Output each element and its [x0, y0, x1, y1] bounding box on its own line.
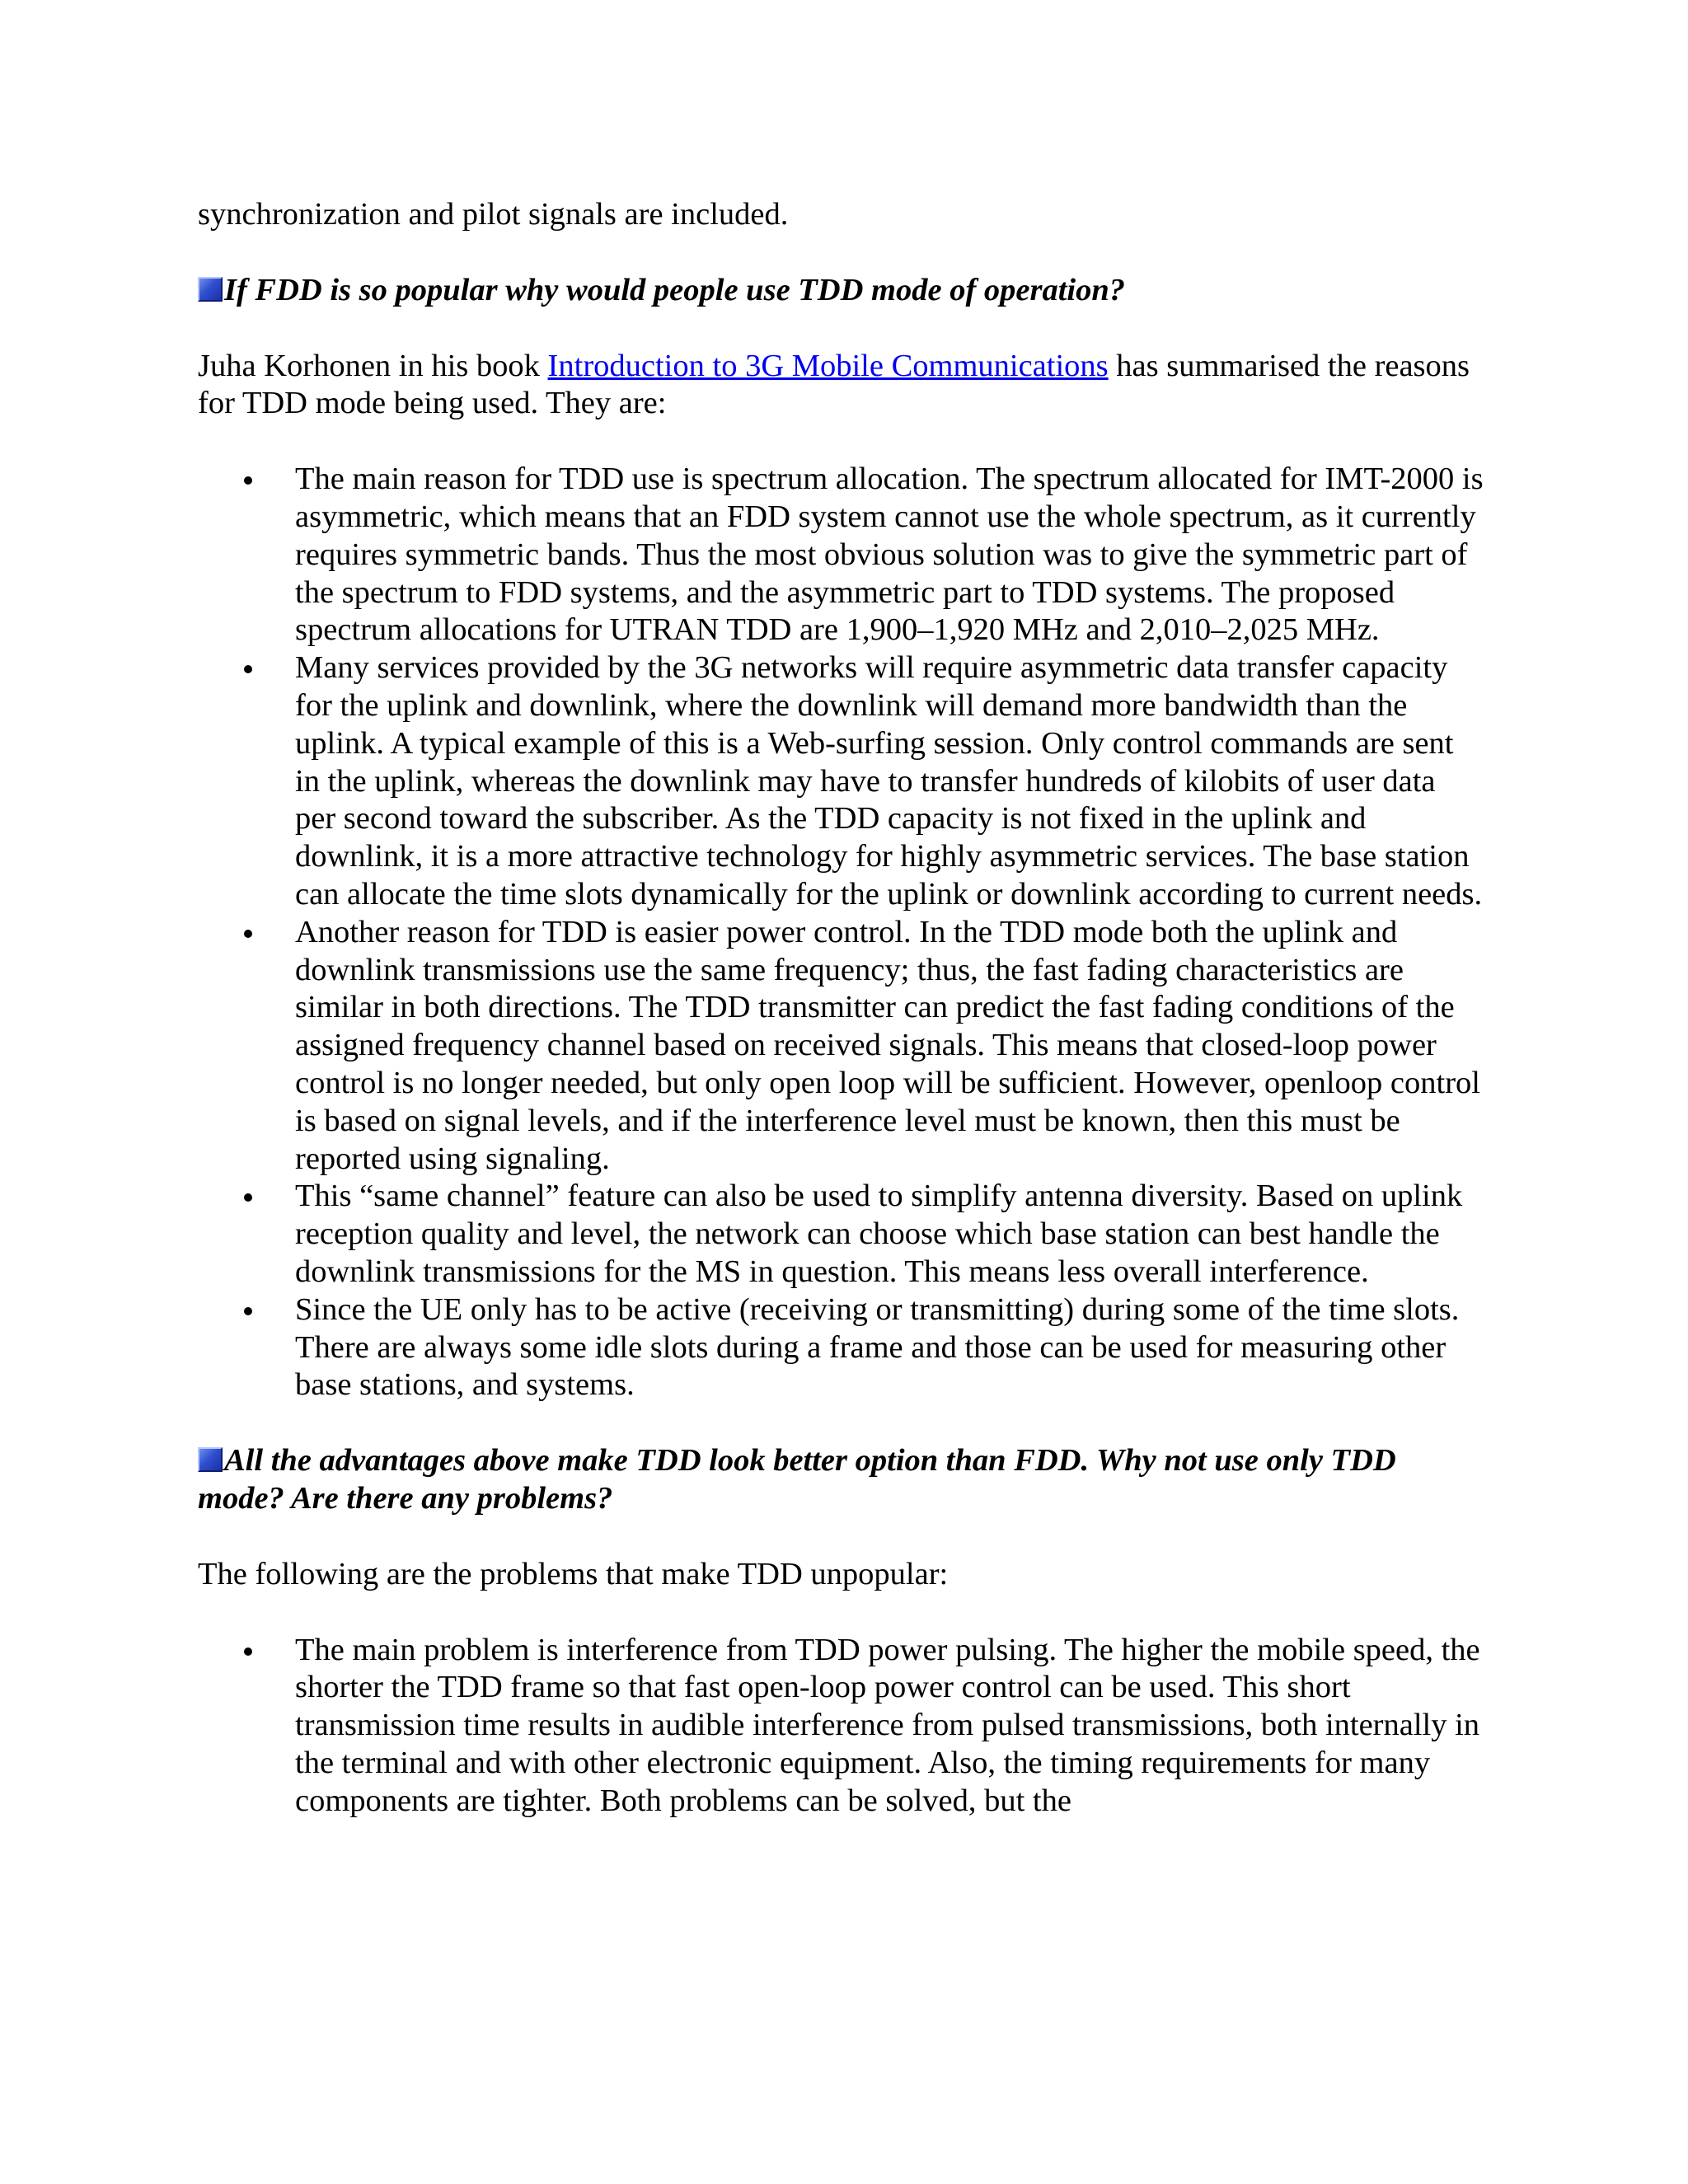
blue-square-bullet-icon — [198, 1447, 223, 1472]
intro-continuation: synchronization and pilot signals are included. — [198, 197, 789, 232]
blue-square-bullet-icon — [198, 277, 223, 302]
book-link[interactable]: Introduction to 3G Mobile Communications — [547, 348, 1109, 383]
document-page — [198, 196, 1484, 1820]
list-item — [198, 914, 1484, 1179]
section1-intro — [198, 348, 1484, 424]
list-item-text: Since the UE only has to be active (receiving or transmitting) during some of the time slots. There are always some idle slots during a frame and those can be used for measuring other base stations, and systems. — [295, 1291, 1460, 1403]
list-item — [198, 1291, 1484, 1404]
bullet-dot-icon — [244, 1647, 252, 1656]
section1-heading — [198, 272, 1484, 310]
list-item-text: The main problem is interference from TDD power pulsing. The higher the mobile speed, the shorter the TDD frame so that fast open-loop power control can be used. This short transmission time results in audible interference from pulsed transmissions, both internally in the terminal and with other electronic equipment. Also, the timing requirements for many components are tighter. Both problems can be solved, but the — [295, 1632, 1480, 1818]
list-item — [198, 1632, 1484, 1821]
list-item-text: Another reason for TDD is easier power control. In the TDD mode both the uplink and downlink transmissions use the same frequency; thus, the fast fading characteristics are similar in both directions. The TDD transmitter can predict the fast fading conditions of the assigned frequency channel based on received signals. This means that closed-loop power control is no longer needed, but only open loop will be sufficient. However, openloop control is based on signal levels, and if the interference level must be known, then this must be reported using signaling. — [295, 914, 1480, 1176]
list-item — [198, 461, 1484, 649]
bullet-dot-icon — [244, 930, 252, 938]
bullet-dot-icon — [244, 1307, 252, 1315]
list-item — [198, 1178, 1484, 1291]
section1-bullet-list — [198, 461, 1484, 1404]
list-item-text: This “same channel” feature can also be used to simplify antenna diversity. Based on uplink reception quality and level, the network can choose which base station can best handle the downlink transmissions for the MS in question. This means less overall interference. — [295, 1179, 1463, 1289]
bullet-dot-icon — [244, 476, 252, 485]
section1-heading-text: If FDD is so popular why would people use TDD mode of operation? — [224, 272, 1126, 307]
section2-heading-text: All the advantages above make TDD look better option than FDD. Why not use only TDD mode? Are there any problems? — [198, 1443, 1396, 1516]
section1-intro-lead: Juha Korhonen in his book — [198, 348, 548, 383]
section2-bullet-list — [198, 1632, 1484, 1821]
list-item-text: The main reason for TDD use is spectrum allocation. The spectrum allocated for IMT-2000 is asymmetric, which means that an FDD system cannot use the whole spectrum, as it currently requires symmetric bands. Thus the most obvious solution was to give the symmetric part of the spectrum to FDD systems, and the asymmetric part to TDD systems. The proposed spectrum allocations for UTRAN TDD are 1,900–1,920 MHz and 2,010–2,025 MHz. — [295, 462, 1484, 648]
section2-intro: The following are the problems that make TDD unpopular: — [198, 1556, 949, 1591]
list-item — [198, 649, 1484, 914]
section2-heading — [198, 1442, 1484, 1518]
section1-intro-tail: has summarised the reasons for TDD mode being used. They are: — [198, 348, 1470, 421]
bullet-dot-icon — [244, 665, 252, 673]
bullet-dot-icon — [244, 1193, 252, 1202]
list-item-text: Many services provided by the 3G networks will require asymmetric data transfer capacity for the uplink and downlink, where the downlink will demand more bandwidth than the uplink. A typical example of this is a Web-surfing session. Only control commands are sent in the uplink, whereas the downlink may have to transfer hundreds of kilobits of user data per second toward the subscriber. As the TDD capacity is not fixed in the uplink and downlink, it is a more attractive technology for highly asymmetric services. The base station can allocate the time slots dynamically for the uplink or downlink according to current needs. — [295, 650, 1483, 912]
